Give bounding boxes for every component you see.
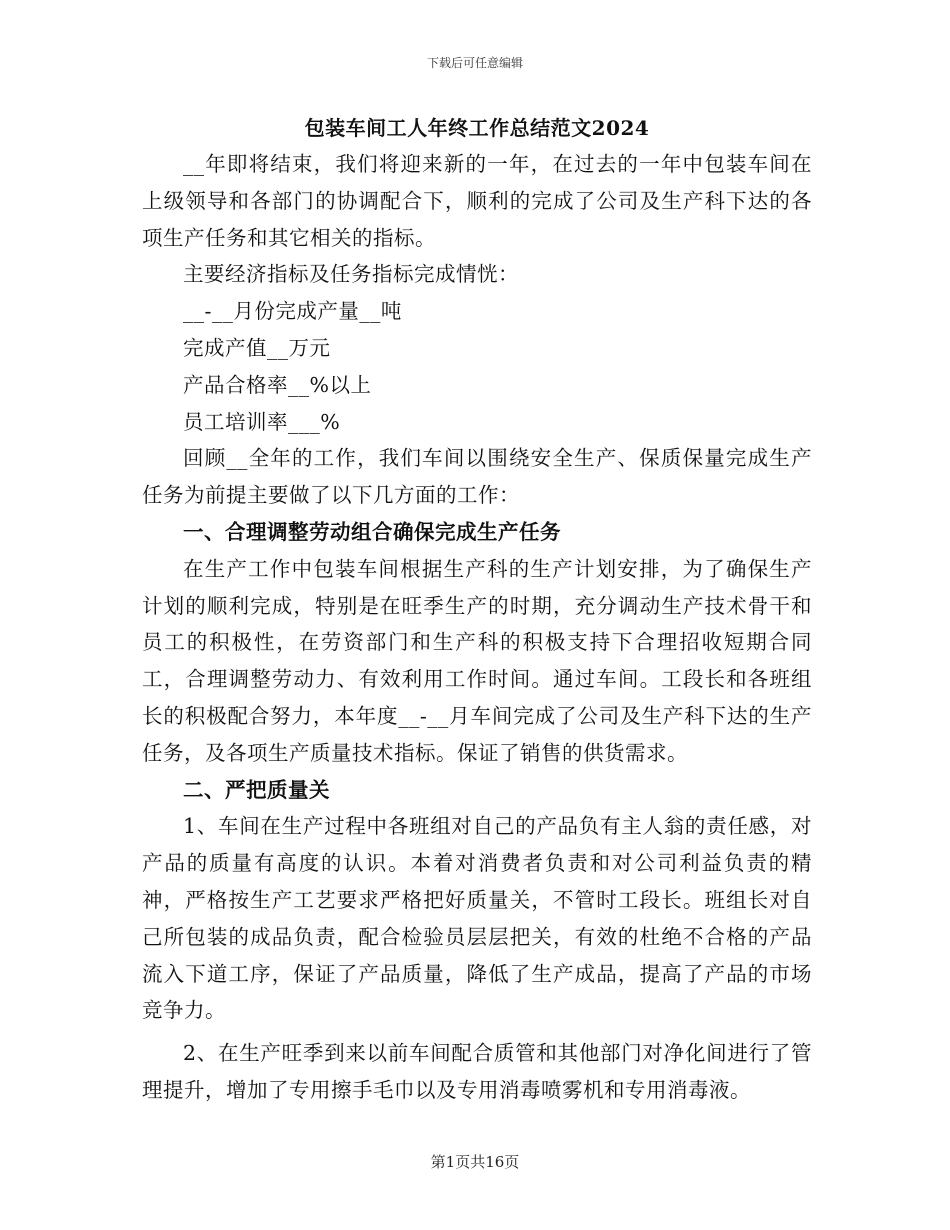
page-footer: 第1页共16页 — [430, 1153, 520, 1171]
section-heading-1: 一、合理调整劳动组合确保完成生产任务 — [183, 519, 561, 544]
paragraph-qualified-rate: 产品合格率__%以上 — [183, 372, 372, 397]
paragraph-quality-2: 2、在生产旺季到来以前车间配合质管和其他部门对净化间进行了管理提升，增加了专用擦手毛巾以及专用消毒喷雾机和专用消毒液。 — [142, 1041, 812, 1102]
document-body — [142, 110, 812, 1109]
paragraph-indicators-heading: 主要经济指标及任务指标完成情恍： — [183, 262, 519, 287]
paragraph-training-rate: 员工培训率___% — [183, 409, 341, 434]
document-title: 包装车间工人年终工作总结范文2024 — [304, 116, 650, 140]
header-note: 下载后可任意编辑 — [426, 56, 523, 70]
paragraph-section-1: 在生产工作中包装车间根据生产科的生产计划安排，为了确保生产计划的顺利完成，特别是在旺季生产的时期，充分调动生产技术骨干和员工的积极性，在劳资部门和生产科的积极支持下合理招收短期合同工，合理调整劳动力、有效利用工作时间。通过车间。工段长和各班组长的积极配合努力，本年度__-__月车间完成了公司及生产科下达的生产任务，及各项生产质量技术指标。保证了销售的供货需求。 — [142, 556, 812, 765]
paragraph-quality-1: 1、车间在生产过程中各班组对自己的产品负有主人翁的责任感，对产品的质量有高度的认识。本着对消费者负责和对公司利益负责的精神，严格按生产工艺要求严格把好质量关，不管时工段长。班组长对自己所包装的成品负责，配合检验员层层把关，有效的杜绝不合格的产品流入下道工序，保证了产品质量，降低了生产成品，提高了产品的市场竞争力。 — [142, 814, 812, 1023]
paragraph-review: 回顾__全年的工作，我们车间以围绕安全生产、保质保量完成生产任务为前提主要做了以下几方面的工作： — [142, 446, 812, 508]
paragraph-value: 完成产值__万元 — [183, 335, 331, 360]
paragraph-intro: __年即将结束，我们将迎来新的一年，在过去的一年中包装车间在上级领导和各部门的协调配合下，顺利的完成了公司及生产科下达的各项生产任务和其它相关的指标。 — [142, 152, 812, 250]
paragraph-output: __-__月份完成产量__吨 — [183, 299, 402, 324]
section-heading-2: 二、严把质量关 — [183, 777, 330, 802]
